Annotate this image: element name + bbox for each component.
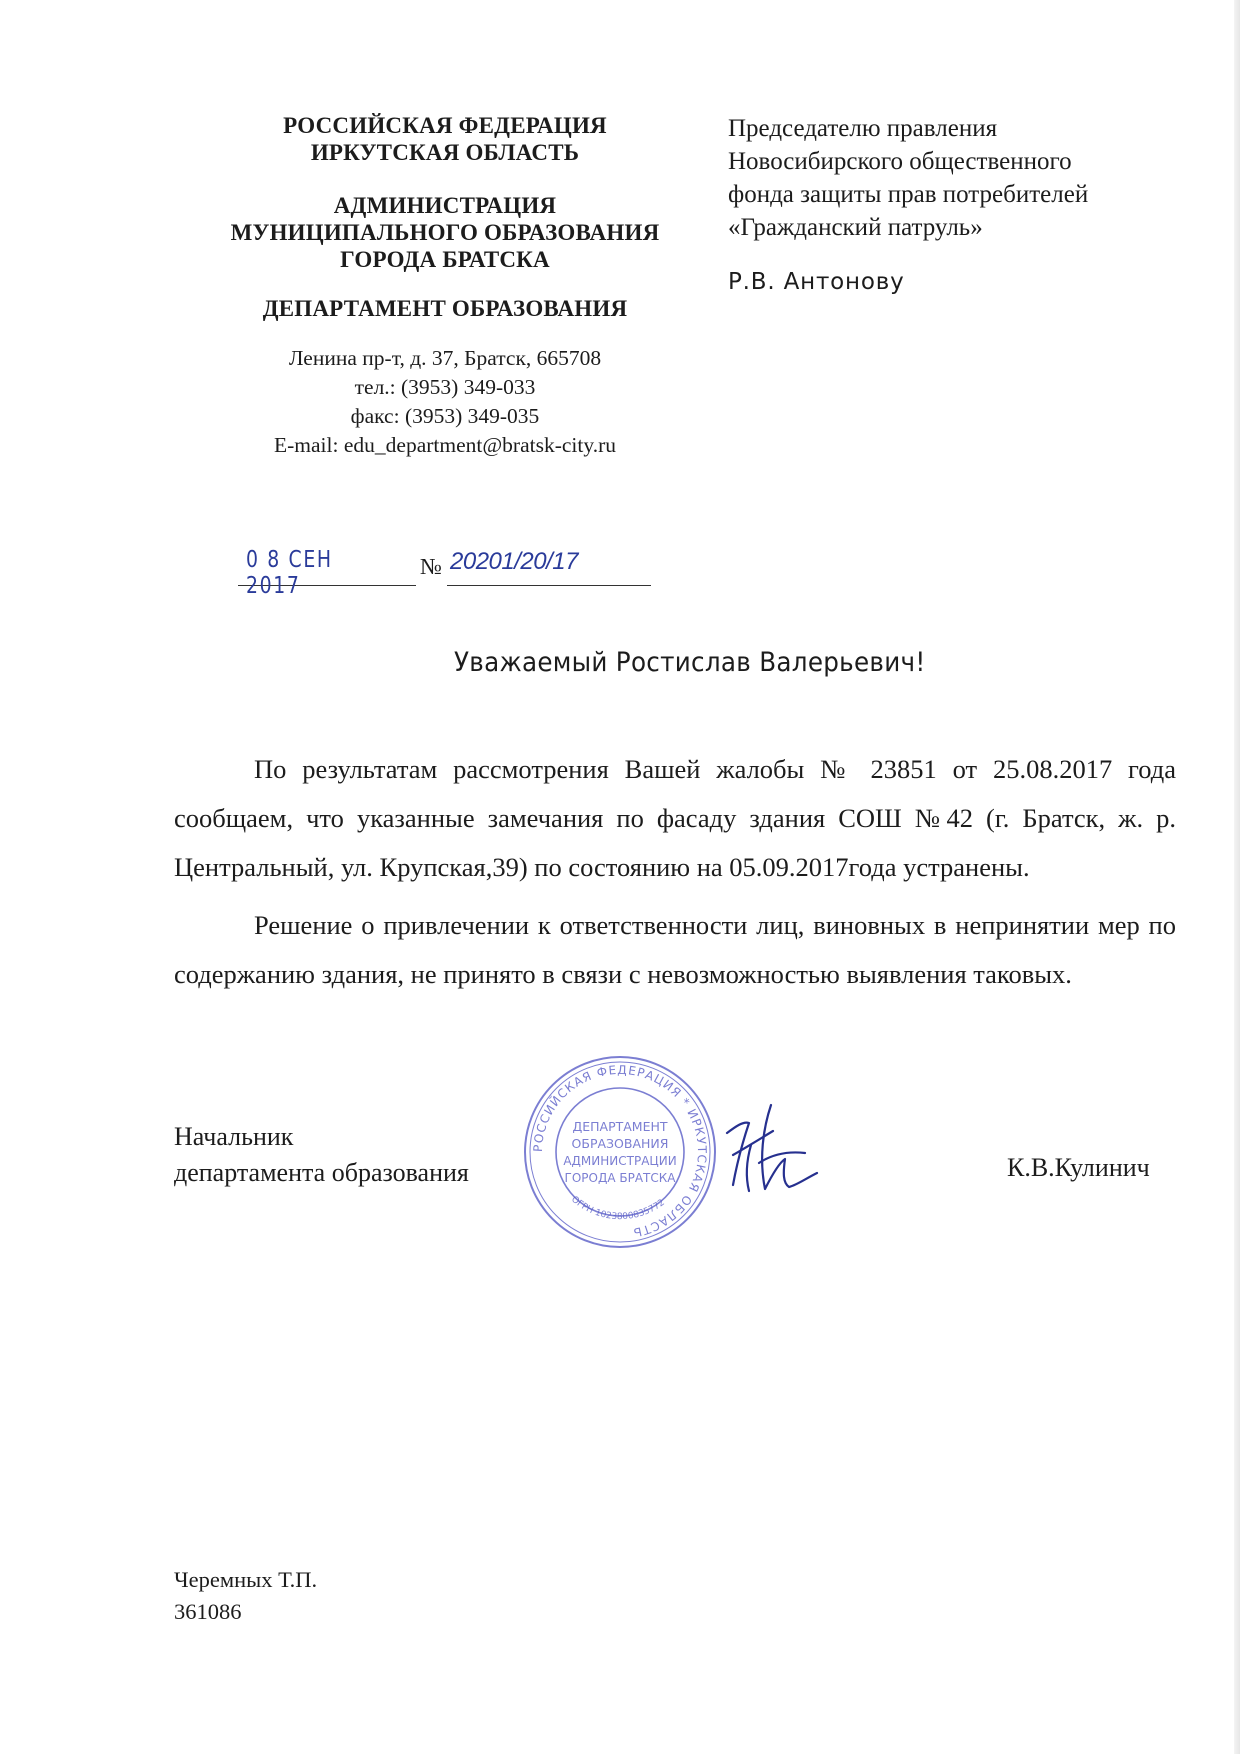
registration-date-field bbox=[238, 545, 416, 599]
executor-phone: 361086 bbox=[174, 1599, 242, 1624]
org-address: Ленина пр-т, д. 37, Братск, 665708 bbox=[288, 346, 602, 370]
org-department: ДЕПАРТАМЕНТ ОБРАЗОВАНИЯ bbox=[262, 296, 628, 321]
stamp-center-line: ГОРОДА БРАТСКА bbox=[564, 1171, 676, 1185]
org-country: РОССИЙСКАЯ ФЕДЕРАЦИЯ bbox=[283, 113, 607, 138]
body-paragraph: По результатам рассмотрения Вашей жалобы № 23851 от 25.08.2017 года сообщаем, что указанные замечания по фасаду здания СОШ №42 (г. Братск, ж. р. Центральный, ул. Крупская,39) по состоянию на 05.09.2017года устранены. bbox=[174, 754, 1176, 882]
addressee-block bbox=[728, 112, 1198, 299]
org-region: ИРКУТСКАЯ ОБЛАСТЬ bbox=[310, 140, 580, 165]
addressee-line: Новосибирского общественного bbox=[728, 148, 1072, 175]
org-phone: тел.: (3953) 349-033 bbox=[354, 375, 536, 399]
org-city: ГОРОДА БРАТСКА bbox=[340, 247, 550, 272]
greeting: Уважаемый Ростислав Валерьевич! bbox=[454, 647, 926, 678]
organization-header bbox=[200, 112, 690, 460]
org-administration: АДМИНИСТРАЦИЯ bbox=[333, 193, 557, 218]
addressee-name: Р.В. Антонову bbox=[728, 269, 905, 295]
addressee-line: Председателю правления bbox=[728, 115, 998, 142]
letter-body bbox=[174, 745, 1176, 1008]
stamp-center-line: ДЕПАРТАМЕНТ bbox=[572, 1119, 668, 1134]
body-paragraph: Решение о привлечении к ответственности лиц, виновных в непринятии мер по содержанию здания, не принято в связи с невозможностью выявления таковых. bbox=[174, 910, 1176, 989]
signer-name: К.В.Кулинич bbox=[1007, 1153, 1150, 1182]
registration-date-stamp: 0 8 СЕН 2017 bbox=[246, 547, 333, 599]
executor-block bbox=[174, 1564, 317, 1628]
official-stamp bbox=[520, 1052, 720, 1252]
scan-edge bbox=[1234, 0, 1240, 1754]
stamp-ogrn-text: ОГРН 1023800835772 bbox=[569, 1194, 667, 1223]
org-fax: факс: (3953) 349-035 bbox=[350, 404, 540, 428]
addressee-line: «Гражданский патруль» bbox=[728, 214, 983, 241]
signer-title bbox=[174, 1119, 469, 1191]
signer-title-line: департамента образования bbox=[174, 1158, 469, 1187]
stamp-center-line: ОБРАЗОВАНИЯ bbox=[571, 1136, 669, 1151]
handwritten-signature bbox=[713, 1093, 823, 1203]
org-email: E-mail: edu_department@bratsk-city.ru bbox=[274, 433, 616, 457]
registration-number-label: № bbox=[420, 554, 442, 579]
org-municipality: МУНИЦИПАЛЬНОГО ОБРАЗОВАНИЯ bbox=[230, 220, 660, 245]
stamp-center-line: АДМИНИСТРАЦИИ bbox=[563, 1154, 677, 1168]
executor-name: Черемных Т.П. bbox=[174, 1567, 318, 1592]
registration-number: 20201/20/17 bbox=[450, 548, 578, 575]
registration-number-field bbox=[447, 545, 651, 586]
stamp-ring-text: РОССИЙСКАЯ ФЕДЕРАЦИЯ * ИРКУТСКАЯ ОБЛАСТЬ bbox=[530, 1062, 710, 1240]
addressee-line: фонда защиты прав потребителей bbox=[728, 181, 1089, 208]
signer-title-line: Начальник bbox=[174, 1122, 294, 1151]
